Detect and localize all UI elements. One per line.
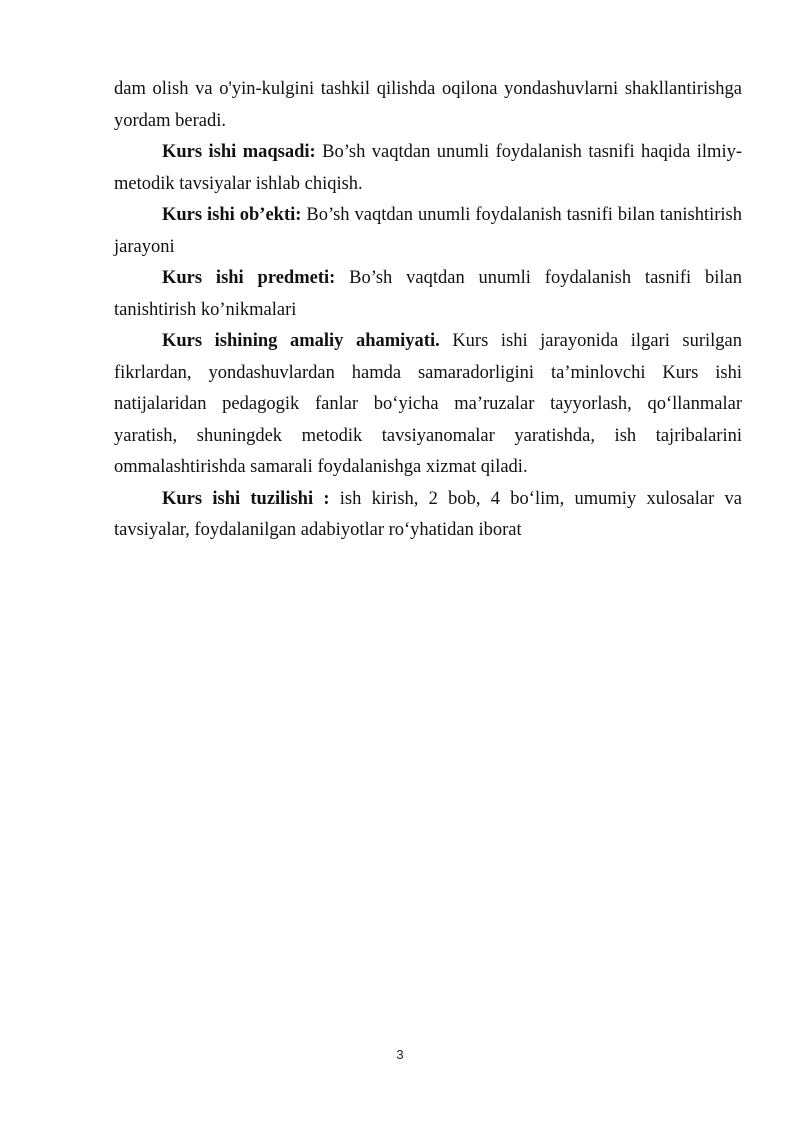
subject-text: Bo’sh vaqtdan unumli foydalanish tasnifi bilan tanishtirish ko’nikmalari bbox=[114, 268, 742, 320]
object-paragraph bbox=[114, 200, 742, 263]
subject-heading: Kurs ishi predmeti: bbox=[162, 268, 336, 288]
structure-heading: Kurs ishi tuzilishi : bbox=[162, 488, 330, 509]
significance-heading: Kurs ishining amaliy ahamiyati. bbox=[162, 331, 440, 351]
intro-paragraph-text: dam olish va o'yin-kulgini tashkil qilishda oqilona yondashuvlarni shakllantirishga yordam beradi. bbox=[114, 79, 742, 131]
intro-paragraph bbox=[114, 74, 742, 137]
goal-text: Bo’sh vaqtdan unumli foydalanish tasnifi haqida ilmiy-metodik tavsiyalar ishlab chiqish. bbox=[114, 142, 742, 194]
significance-text: Kurs ishi jarayonida ilgari surilgan fikrlardan, yondashuvlardan hamda samaradorligini ta’minlovchi Kurs ishi natijalaridan pedagogik fanlar bo‘yicha ma’ruzalar tayyorlash, qo‘llanmalar yaratish, shuningdek metodik tavsiyanomalar yaratishda, ish tajribalarini ommalashtirishda samarali foydalanishga xizmat qiladi. bbox=[114, 331, 743, 477]
object-heading: Kurs ishi ob’ekti: bbox=[162, 205, 302, 225]
goal-heading: Kurs ishi maqsadi: bbox=[162, 142, 316, 162]
page-number: 3 bbox=[396, 1047, 404, 1062]
subject-paragraph bbox=[114, 263, 742, 326]
object-text: Bo’sh vaqtdan unumli foydalanish tasnifi bilan tanishtirish jarayoni bbox=[114, 205, 742, 257]
structure-paragraph bbox=[114, 484, 742, 547]
significance-paragraph bbox=[114, 326, 742, 484]
document-body bbox=[114, 74, 742, 547]
structure-text: ish kirish, 2 bob, 4 bo‘lim, umumiy xulosalar va tavsiyalar, foydalanilgan adabiyotlar ro‘yhatidan iborat bbox=[114, 488, 742, 540]
goal-paragraph bbox=[114, 137, 742, 200]
